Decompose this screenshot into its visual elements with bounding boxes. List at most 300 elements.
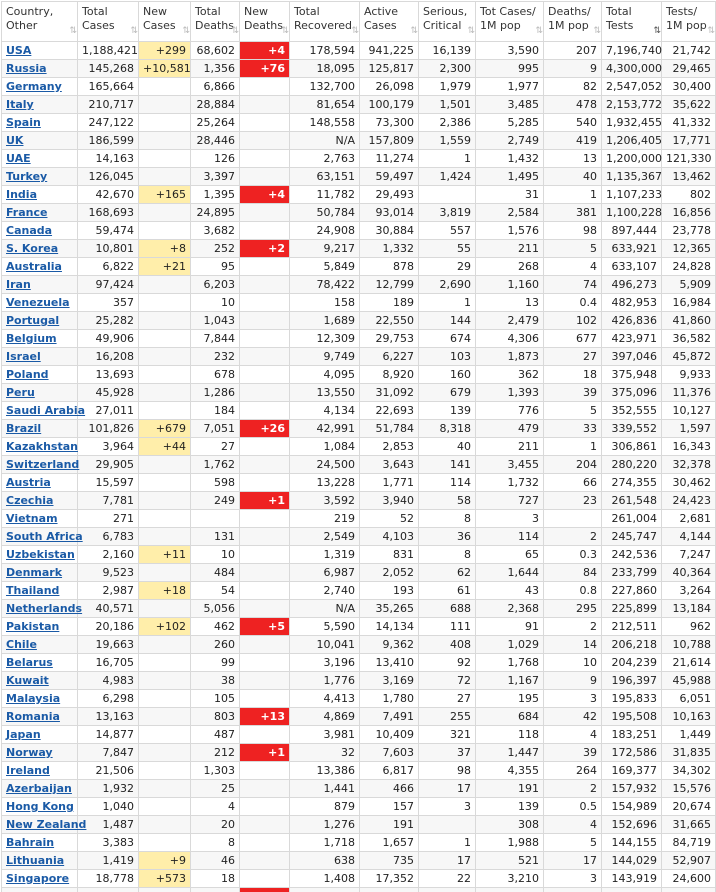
country-link[interactable]: Denmark — [6, 566, 62, 579]
sort-arrows-icon[interactable]: ⇅ — [535, 24, 541, 38]
table-row — [2, 402, 716, 420]
deaths-per-m-cell: 295 — [544, 600, 602, 618]
total-cases-cell: 126,045 — [78, 168, 139, 186]
active-cases-cell: 6,227 — [360, 348, 419, 366]
country-link[interactable]: USA — [6, 44, 31, 57]
country-link[interactable]: Germany — [6, 80, 62, 93]
column-header-label: Country, Other — [6, 5, 73, 33]
cases-per-m-cell: 211 — [476, 438, 544, 456]
total-recovered-cell: 63,151 — [290, 168, 360, 186]
total-recovered-cell: 3,592 — [290, 492, 360, 510]
cases-per-m-cell: 139 — [476, 798, 544, 816]
total-cases-cell: 25,282 — [78, 312, 139, 330]
cases-per-m-cell: 308 — [476, 816, 544, 834]
new-deaths-cell: +2 — [240, 240, 290, 258]
country-link[interactable]: UAE — [6, 152, 31, 165]
country-link[interactable]: Russia — [6, 62, 47, 75]
country-link[interactable]: Uzbekistan — [6, 548, 75, 561]
total-recovered-cell: 1,276 — [290, 816, 360, 834]
table-header-row — [2, 2, 716, 42]
country-link[interactable]: Saudi Arabia — [6, 404, 85, 417]
tests-per-m-cell: 7,247 — [662, 546, 716, 564]
table-row — [2, 204, 716, 222]
country-link[interactable]: Iran — [6, 278, 31, 291]
sort-arrows-icon[interactable]: ⇅ — [707, 24, 713, 38]
new-cases-cell — [139, 276, 191, 294]
cases-per-m-cell: 211 — [476, 240, 544, 258]
total-deaths-cell: 99 — [191, 654, 240, 672]
total-tests-cell: 1,100,228 — [602, 204, 662, 222]
country-link[interactable]: Azerbaijan — [6, 782, 72, 795]
deaths-per-m-cell: 0.4 — [544, 294, 602, 312]
total-tests-cell: 212,511 — [602, 618, 662, 636]
total-recovered-cell: 10,041 — [290, 636, 360, 654]
cases-per-m-cell: 1,644 — [476, 564, 544, 582]
country-cell — [2, 456, 78, 474]
tests-per-m-cell: 10,163 — [662, 708, 716, 726]
country-link[interactable]: Turkey — [6, 170, 47, 183]
new-cases-cell — [139, 780, 191, 798]
total-deaths-cell: 7,051 — [191, 420, 240, 438]
new-cases-cell — [139, 834, 191, 852]
country-link[interactable]: Switzerland — [6, 458, 79, 471]
deaths-per-m-cell: 84 — [544, 564, 602, 582]
serious-cell: 1 — [419, 834, 476, 852]
new-deaths-cell — [240, 96, 290, 114]
country-link[interactable]: Pakistan — [6, 620, 59, 633]
new-cases-cell — [139, 366, 191, 384]
total-deaths-cell: 260 — [191, 636, 240, 654]
country-link[interactable]: Belarus — [6, 656, 53, 669]
total-deaths-cell: 249 — [191, 492, 240, 510]
column-header-label: Total Deaths — [195, 5, 235, 33]
cases-per-m-cell: 1,029 — [476, 636, 544, 654]
new-cases-cell — [139, 222, 191, 240]
active-cases-cell: 941,225 — [360, 42, 419, 60]
column-header-total-recovered[interactable] — [290, 2, 360, 42]
deaths-per-m-cell: 264 — [544, 762, 602, 780]
new-deaths-cell — [240, 330, 290, 348]
new-deaths-cell: +4 — [240, 186, 290, 204]
country-link[interactable]: Kuwait — [6, 674, 49, 687]
country-link[interactable]: Poland — [6, 368, 49, 381]
new-cases-cell — [139, 744, 191, 762]
total-deaths-cell: 462 — [191, 618, 240, 636]
deaths-per-m-cell: 14 — [544, 636, 602, 654]
table-row — [2, 258, 716, 276]
country-cell — [2, 60, 78, 78]
active-cases-cell: 193 — [360, 582, 419, 600]
tests-per-m-cell: 121,330 — [662, 150, 716, 168]
country-link[interactable]: South Africa — [6, 530, 83, 543]
serious-cell: 408 — [419, 636, 476, 654]
serious-cell: 2,690 — [419, 276, 476, 294]
total-deaths-cell: 28,884 — [191, 96, 240, 114]
partial-cell — [240, 888, 290, 892]
total-tests-cell: 633,107 — [602, 258, 662, 276]
country-link[interactable]: UK — [6, 134, 23, 147]
cases-per-m-cell: 191 — [476, 780, 544, 798]
active-cases-cell: 1,780 — [360, 690, 419, 708]
sort-arrows-icon[interactable]: ⇅ — [653, 24, 659, 38]
total-deaths-cell: 1,043 — [191, 312, 240, 330]
tests-per-m-cell: 32,378 — [662, 456, 716, 474]
table-row — [2, 366, 716, 384]
total-deaths-cell: 212 — [191, 744, 240, 762]
country-link[interactable]: France — [6, 206, 47, 219]
deaths-per-m-cell: 23 — [544, 492, 602, 510]
total-tests-cell: 261,004 — [602, 510, 662, 528]
total-cases-cell: 4,983 — [78, 672, 139, 690]
total-tests-cell: 206,218 — [602, 636, 662, 654]
country-link[interactable]: Spain — [6, 116, 41, 129]
serious-cell: 139 — [419, 402, 476, 420]
total-recovered-cell: 9,749 — [290, 348, 360, 366]
country-cell — [2, 78, 78, 96]
sort-arrows-icon[interactable]: ⇅ — [69, 24, 75, 38]
active-cases-cell: 466 — [360, 780, 419, 798]
column-header-serious[interactable] — [419, 2, 476, 42]
total-recovered-cell: 13,386 — [290, 762, 360, 780]
column-header-label: New Deaths — [244, 5, 285, 33]
total-tests-cell: 261,548 — [602, 492, 662, 510]
country-cell — [2, 600, 78, 618]
country-link[interactable]: Hong Kong — [6, 800, 74, 813]
cases-per-m-cell: 3,455 — [476, 456, 544, 474]
country-link[interactable]: Venezuela — [6, 296, 70, 309]
new-cases-cell — [139, 654, 191, 672]
country-link[interactable]: Lithuania — [6, 854, 64, 867]
total-deaths-cell: 25,264 — [191, 114, 240, 132]
sort-arrows-icon[interactable]: ⇅ — [467, 24, 473, 38]
column-header-country[interactable] — [2, 2, 78, 42]
column-header-new-cases[interactable] — [139, 2, 191, 42]
total-recovered-cell: 178,594 — [290, 42, 360, 60]
table-row — [2, 708, 716, 726]
country-link[interactable]: Brazil — [6, 422, 41, 435]
country-link[interactable]: New Zealand — [6, 818, 86, 831]
total-deaths-cell: 1,762 — [191, 456, 240, 474]
total-cases-cell: 49,906 — [78, 330, 139, 348]
tests-per-m-cell: 45,872 — [662, 348, 716, 366]
country-link[interactable]: Malaysia — [6, 692, 60, 705]
total-deaths-cell: 105 — [191, 690, 240, 708]
new-cases-cell: +299 — [139, 42, 191, 60]
table-row — [2, 564, 716, 582]
active-cases-cell: 3,169 — [360, 672, 419, 690]
country-link[interactable]: Norway — [6, 746, 53, 759]
active-cases-cell: 35,265 — [360, 600, 419, 618]
total-deaths-cell: 1,395 — [191, 186, 240, 204]
serious-cell: 27 — [419, 690, 476, 708]
country-link[interactable]: Belgium — [6, 332, 57, 345]
country-link[interactable]: Bahrain — [6, 836, 54, 849]
table-body — [2, 42, 716, 892]
sort-arrows-icon[interactable]: ⇅ — [593, 24, 599, 38]
serious-cell: 40 — [419, 438, 476, 456]
country-link[interactable]: Chile — [6, 638, 37, 651]
total-deaths-cell: 38 — [191, 672, 240, 690]
new-deaths-cell — [240, 204, 290, 222]
total-recovered-cell: 5,590 — [290, 618, 360, 636]
total-cases-cell: 13,163 — [78, 708, 139, 726]
total-recovered-cell: 81,654 — [290, 96, 360, 114]
total-recovered-cell: 13,550 — [290, 384, 360, 402]
new-deaths-cell — [240, 276, 290, 294]
serious-cell: 3,819 — [419, 204, 476, 222]
sort-arrows-icon[interactable]: ⇅ — [231, 24, 237, 38]
total-deaths-cell: 25 — [191, 780, 240, 798]
deaths-per-m-cell: 40 — [544, 168, 602, 186]
total-deaths-cell: 7,844 — [191, 330, 240, 348]
tests-per-m-cell: 4,144 — [662, 528, 716, 546]
total-recovered-cell: 1,718 — [290, 834, 360, 852]
country-link[interactable]: S. Korea — [6, 242, 58, 255]
total-cases-cell: 1,188,421 — [78, 42, 139, 60]
new-deaths-cell — [240, 366, 290, 384]
table-row — [2, 870, 716, 888]
new-cases-cell — [139, 726, 191, 744]
new-cases-cell — [139, 528, 191, 546]
deaths-per-m-cell: 5 — [544, 240, 602, 258]
country-link[interactable]: Italy — [6, 98, 34, 111]
column-header-total-tests[interactable] — [602, 2, 662, 42]
deaths-per-m-cell: 1 — [544, 186, 602, 204]
tests-per-m-cell: 11,376 — [662, 384, 716, 402]
serious-cell: 1 — [419, 150, 476, 168]
column-header-tests-per-m[interactable] — [662, 2, 716, 42]
country-link[interactable]: Portugal — [6, 314, 59, 327]
total-recovered-cell: 24,908 — [290, 222, 360, 240]
table-row — [2, 60, 716, 78]
cases-per-m-cell: 4,306 — [476, 330, 544, 348]
country-link[interactable]: Israel — [6, 350, 41, 363]
table-row — [2, 744, 716, 762]
tests-per-m-cell: 13,184 — [662, 600, 716, 618]
deaths-per-m-cell — [544, 510, 602, 528]
total-tests-cell: 1,206,405 — [602, 132, 662, 150]
table-row — [2, 474, 716, 492]
country-link[interactable]: Kazakhstan — [6, 440, 78, 453]
serious-cell: 2,300 — [419, 60, 476, 78]
deaths-per-m-cell: 3 — [544, 870, 602, 888]
total-recovered-cell: 2,549 — [290, 528, 360, 546]
country-link[interactable]: Canada — [6, 224, 52, 237]
total-cases-cell: 14,877 — [78, 726, 139, 744]
table-row — [2, 420, 716, 438]
country-link[interactable]: Netherlands — [6, 602, 82, 615]
cases-per-m-cell: 31 — [476, 186, 544, 204]
active-cases-cell: 6,817 — [360, 762, 419, 780]
new-cases-cell — [139, 96, 191, 114]
total-tests-cell: 227,860 — [602, 582, 662, 600]
sort-arrows-icon[interactable]: ⇅ — [182, 24, 188, 38]
total-recovered-cell: 3,981 — [290, 726, 360, 744]
country-cell — [2, 816, 78, 834]
serious-cell — [419, 816, 476, 834]
country-link[interactable]: Czechia — [6, 494, 53, 507]
active-cases-cell: 878 — [360, 258, 419, 276]
total-cases-cell: 16,208 — [78, 348, 139, 366]
country-cell — [2, 744, 78, 762]
sort-arrows-icon[interactable]: ⇅ — [410, 24, 416, 38]
country-link[interactable]: Romania — [6, 710, 60, 723]
tests-per-m-cell: 34,302 — [662, 762, 716, 780]
country-link[interactable]: Thailand — [6, 584, 59, 597]
country-cell — [2, 240, 78, 258]
column-header-new-deaths[interactable] — [240, 2, 290, 42]
cases-per-m-cell: 3 — [476, 510, 544, 528]
active-cases-cell: 11,274 — [360, 150, 419, 168]
serious-cell: 61 — [419, 582, 476, 600]
table-row — [2, 618, 716, 636]
country-link[interactable]: Vietnam — [6, 512, 58, 525]
deaths-per-m-cell: 18 — [544, 366, 602, 384]
total-deaths-cell: 1,303 — [191, 762, 240, 780]
total-cases-cell: 2,160 — [78, 546, 139, 564]
partial-cell — [544, 888, 602, 892]
total-recovered-cell: 6,987 — [290, 564, 360, 582]
total-deaths-cell — [191, 510, 240, 528]
new-deaths-cell — [240, 222, 290, 240]
serious-cell: 674 — [419, 330, 476, 348]
total-recovered-cell: 4,134 — [290, 402, 360, 420]
tests-per-m-cell: 41,332 — [662, 114, 716, 132]
total-tests-cell: 172,586 — [602, 744, 662, 762]
tests-per-m-cell: 30,400 — [662, 78, 716, 96]
total-tests-cell: 143,919 — [602, 870, 662, 888]
total-deaths-cell: 598 — [191, 474, 240, 492]
sort-arrows-icon[interactable]: ⇅ — [351, 24, 357, 38]
table-row — [2, 798, 716, 816]
total-cases-cell: 7,847 — [78, 744, 139, 762]
sort-arrows-icon[interactable]: ⇅ — [281, 24, 287, 38]
total-deaths-cell: 3,397 — [191, 168, 240, 186]
deaths-per-m-cell: 677 — [544, 330, 602, 348]
tests-per-m-cell: 84,719 — [662, 834, 716, 852]
serious-cell: 321 — [419, 726, 476, 744]
cases-per-m-cell: 776 — [476, 402, 544, 420]
new-deaths-cell — [240, 312, 290, 330]
tests-per-m-cell: 24,828 — [662, 258, 716, 276]
active-cases-cell: 93,014 — [360, 204, 419, 222]
serious-cell: 98 — [419, 762, 476, 780]
total-cases-cell: 40,571 — [78, 600, 139, 618]
total-deaths-cell: 28,446 — [191, 132, 240, 150]
tests-per-m-cell: 6,051 — [662, 690, 716, 708]
table-row — [2, 546, 716, 564]
new-cases-cell: +165 — [139, 186, 191, 204]
country-link[interactable]: India — [6, 188, 37, 201]
total-cases-cell: 2,987 — [78, 582, 139, 600]
column-header-total-deaths[interactable] — [191, 2, 240, 42]
table-row — [2, 762, 716, 780]
total-tests-cell: 1,107,233 — [602, 186, 662, 204]
tests-per-m-cell: 52,907 — [662, 852, 716, 870]
deaths-per-m-cell: 207 — [544, 42, 602, 60]
column-header-active-cases[interactable] — [360, 2, 419, 42]
sort-arrows-icon[interactable]: ⇅ — [130, 24, 136, 38]
partial-cell — [476, 888, 544, 892]
country-cell — [2, 222, 78, 240]
total-cases-cell: 13,693 — [78, 366, 139, 384]
deaths-per-m-cell: 102 — [544, 312, 602, 330]
new-deaths-cell — [240, 672, 290, 690]
new-cases-cell: +44 — [139, 438, 191, 456]
total-deaths-cell: 8 — [191, 834, 240, 852]
cases-per-m-cell: 195 — [476, 690, 544, 708]
deaths-per-m-cell: 39 — [544, 384, 602, 402]
country-link[interactable]: Peru — [6, 386, 35, 399]
deaths-per-m-cell: 74 — [544, 276, 602, 294]
cases-per-m-cell: 2,584 — [476, 204, 544, 222]
total-cases-cell: 1,419 — [78, 852, 139, 870]
total-tests-cell: 204,239 — [602, 654, 662, 672]
total-tests-cell: 7,196,740 — [602, 42, 662, 60]
new-deaths-cell: +1 — [240, 744, 290, 762]
new-deaths-cell — [240, 564, 290, 582]
country-link[interactable]: Austria — [6, 476, 51, 489]
total-recovered-cell: 9,217 — [290, 240, 360, 258]
total-tests-cell: 1,932,455 — [602, 114, 662, 132]
serious-cell: 144 — [419, 312, 476, 330]
total-deaths-cell: 54 — [191, 582, 240, 600]
serious-cell: 1,501 — [419, 96, 476, 114]
serious-cell: 2,386 — [419, 114, 476, 132]
total-deaths-cell: 18 — [191, 870, 240, 888]
country-link[interactable]: Japan — [6, 728, 41, 741]
column-header-cases-per-m[interactable] — [476, 2, 544, 42]
active-cases-cell: 31,092 — [360, 384, 419, 402]
country-cell — [2, 618, 78, 636]
active-cases-cell: 30,884 — [360, 222, 419, 240]
table-row — [2, 186, 716, 204]
total-tests-cell: 423,971 — [602, 330, 662, 348]
new-deaths-cell — [240, 798, 290, 816]
tests-per-m-cell: 21,614 — [662, 654, 716, 672]
column-header-total-cases[interactable] — [78, 2, 139, 42]
new-deaths-cell — [240, 510, 290, 528]
cases-per-m-cell: 114 — [476, 528, 544, 546]
serious-cell: 92 — [419, 654, 476, 672]
new-cases-cell — [139, 564, 191, 582]
total-tests-cell: 1,200,000 — [602, 150, 662, 168]
active-cases-cell: 9,362 — [360, 636, 419, 654]
country-link[interactable]: Singapore — [6, 872, 69, 885]
total-tests-cell: 306,861 — [602, 438, 662, 456]
total-recovered-cell: 2,740 — [290, 582, 360, 600]
cases-per-m-cell: 2,368 — [476, 600, 544, 618]
country-cell — [2, 672, 78, 690]
total-cases-cell: 18,778 — [78, 870, 139, 888]
table-row — [2, 222, 716, 240]
total-recovered-cell: 12,309 — [290, 330, 360, 348]
table-row — [2, 780, 716, 798]
deaths-per-m-cell: 13 — [544, 150, 602, 168]
column-header-deaths-per-m[interactable] — [544, 2, 602, 42]
active-cases-cell: 29,753 — [360, 330, 419, 348]
total-cases-cell: 186,599 — [78, 132, 139, 150]
country-link[interactable]: Australia — [6, 260, 62, 273]
new-cases-cell — [139, 330, 191, 348]
total-tests-cell: 2,153,772 — [602, 96, 662, 114]
total-tests-cell: 897,444 — [602, 222, 662, 240]
serious-cell: 72 — [419, 672, 476, 690]
total-recovered-cell: 24,500 — [290, 456, 360, 474]
new-cases-cell — [139, 150, 191, 168]
total-deaths-cell: 95 — [191, 258, 240, 276]
country-link[interactable]: Ireland — [6, 764, 50, 777]
